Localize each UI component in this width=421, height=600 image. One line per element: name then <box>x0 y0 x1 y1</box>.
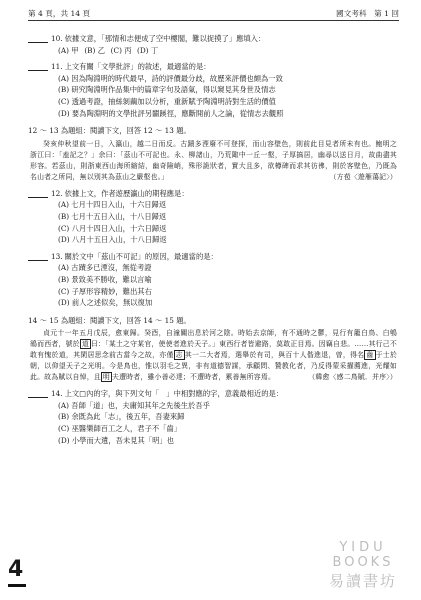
passage-text: 癸亥仲秋望前一日，入瀛山，越二日而反。古蹟多湮廢不可登探，而山容壁色，則前此目見者所未有也。鮑明之浙江曰：「盍記之？」余曰：「茲山不可記也。永、柳諸山，乃荒陬中一丘一壑，子厚搞居，幽尋以送日月，故曲盡其形容。若茲山，則浙東西山海所縮結，幽奇險峭，殊形詭狀者，實大且多，欲樽碑而求其彷彿，則於客壁色，乃既為名山者之所同，無以別其為茲山之嚴壑也。」 <box>30 139 397 181</box>
page-content <box>28 28 399 446</box>
passage-text: 曰：「某土之守某官，使使者進於天子。」東西行者皆避路，莫敢正目焉。因竊自悲。……其行己不敢有愧於道，其閑居思念前古當今之故，亦僅 <box>30 340 398 360</box>
watermark-line: 易讀書坊 <box>328 572 397 590</box>
question-text: 依據上文，作者遊歷瀛山的期程應是： <box>64 188 189 198</box>
option-b[interactable]: (B) 研究陶淵明作品集中的篇章字句及語氣，得以窺見其身世及情志 <box>58 85 276 95</box>
option-b[interactable]: (B) 七月十五日入山，十八日歸返 <box>58 211 167 221</box>
option-a[interactable]: (A) 七月十四日入山，十六日歸返 <box>58 200 167 210</box>
answer-blank[interactable] <box>28 33 48 43</box>
option-d[interactable]: (D) 丁 <box>136 45 159 55</box>
option-c[interactable]: (C) 丙 <box>110 45 132 55</box>
header-divider <box>28 20 399 21</box>
answer-blank[interactable] <box>28 188 48 198</box>
question-text: 上文有關「文學批評」的敘述，最適當的是： <box>64 62 211 72</box>
reading-passage <box>30 139 397 183</box>
question-10 <box>28 33 399 56</box>
answer-blank[interactable] <box>28 251 48 261</box>
question-text: 依據文意，「那情和志便成了空中樓閣，難以捉摸了」應填入： <box>64 34 266 43</box>
page-number: 4 <box>8 557 24 582</box>
option-c[interactable]: (C) 八月十四日入山，十六日歸返 <box>58 223 167 233</box>
answer-blank[interactable] <box>28 388 48 398</box>
option-a[interactable]: (A) 甲 <box>58 45 79 55</box>
answer-blank[interactable] <box>28 61 48 71</box>
reading-passage <box>30 328 397 383</box>
option-b[interactable]: (B) 余既為此「志」，後五年，吾妻來歸 <box>58 412 185 422</box>
question-number: 12. <box>51 188 63 198</box>
option-c[interactable]: (C) 透過考證，抽絲剝繭加以分析，重新賦予陶淵明詩對生活的價值 <box>58 96 276 106</box>
question-group-14-15 <box>28 315 399 384</box>
exam-title: 國文考科 第 1 回 <box>336 9 399 18</box>
watermark-line: BOOKS <box>332 555 394 570</box>
question-number: 11. <box>51 62 63 72</box>
passage-source: （韓愈〈感二鳥賦．并序〉） <box>308 373 397 382</box>
question-text: 上文□內的字，與下列文句「 」中相對應的字，意義最相近的是： <box>64 389 284 399</box>
boxed-character: 明 <box>102 373 110 382</box>
question-number: 10. <box>51 34 63 43</box>
option-d[interactable]: (D) 小學而大遺，吾未見其「明」也 <box>58 435 175 445</box>
group-heading: 14 ～ 15 為題組：閱讀下文，回答 14 ～ 15 題。 <box>28 315 191 325</box>
option-a[interactable]: (A) 吾師「道」也，夫庸知其年之先後生於吾乎 <box>58 400 210 410</box>
page-count: 第 4 頁，共 14 頁 <box>28 9 91 18</box>
option-c[interactable]: (C) 巫醫樂師百工之人，君子不「齒」 <box>58 424 182 434</box>
watermark-line: YIDU <box>339 540 387 555</box>
boxed-character: 齒 <box>366 351 374 360</box>
passage-source: （方苞〈遊雁蕩記〉） <box>329 172 397 181</box>
option-c[interactable]: (C) 子厚形容精妙，難出其右 <box>58 286 152 296</box>
option-d[interactable]: (D) 八月十五日入山，十八日歸返 <box>58 235 167 245</box>
option-b[interactable]: (B) 景致美不勝收，難以言喻 <box>58 274 152 284</box>
question-11 <box>28 61 399 119</box>
question-13 <box>28 251 399 309</box>
passage-text: 夫遭時者，雖小善必達；不遭時者，累善無所容焉。 <box>112 373 276 382</box>
publisher-watermark-logo <box>319 540 407 590</box>
passage-text: 貞元十一年五月戊辰，愈東歸。癸酉，自潼關出息於河之陰。時始去京師，有不通時之鬱，見行有籠白鳥、白鴝鵒而西者，號於 <box>30 329 397 349</box>
passage-text: 其一二大者焉，選舉於有司，與百十人偕進退，曾，得名 <box>184 351 365 360</box>
option-a[interactable]: (A) 因為陶淵明的時代最早，詩的評價最分歧，故歷來評價也頗為一致 <box>58 73 283 83</box>
question-number: 14. <box>51 389 63 399</box>
question-number: 13. <box>51 251 63 261</box>
group-heading: 12 ～ 13 為題組：閱讀下文，回答 12 ～ 13 題。 <box>28 126 191 136</box>
question-group-12-13 <box>28 125 399 183</box>
option-b[interactable]: (B) 乙 <box>84 45 106 55</box>
question-text: 關於文中「茲山不可記」的原因，最適當的是： <box>64 251 218 261</box>
option-a[interactable]: (A) 古蹟多已湮沒，無從考證 <box>58 263 152 273</box>
boxed-character: 道 <box>81 340 89 349</box>
question-12 <box>28 188 399 246</box>
option-d[interactable]: (D) 前人之述似矣，無以復加 <box>58 298 153 308</box>
question-14 <box>28 388 399 446</box>
boxed-character: 志 <box>175 351 183 360</box>
options <box>58 45 399 57</box>
passage-text: 于士於朝，以仰望天子之光明。今是鳥也，惟以羽毛之異，非有道德智謀，承顧問、贊教化者，乃反得蒙采擢薦進，光耀如此。故為賦以自悼，且 <box>30 351 398 382</box>
option-d[interactable]: (D) 要為陶淵明的文學批評另闢蹊徑，應斷開前人之論，從情志去觀照 <box>58 108 284 118</box>
page-number-underline <box>8 584 26 587</box>
